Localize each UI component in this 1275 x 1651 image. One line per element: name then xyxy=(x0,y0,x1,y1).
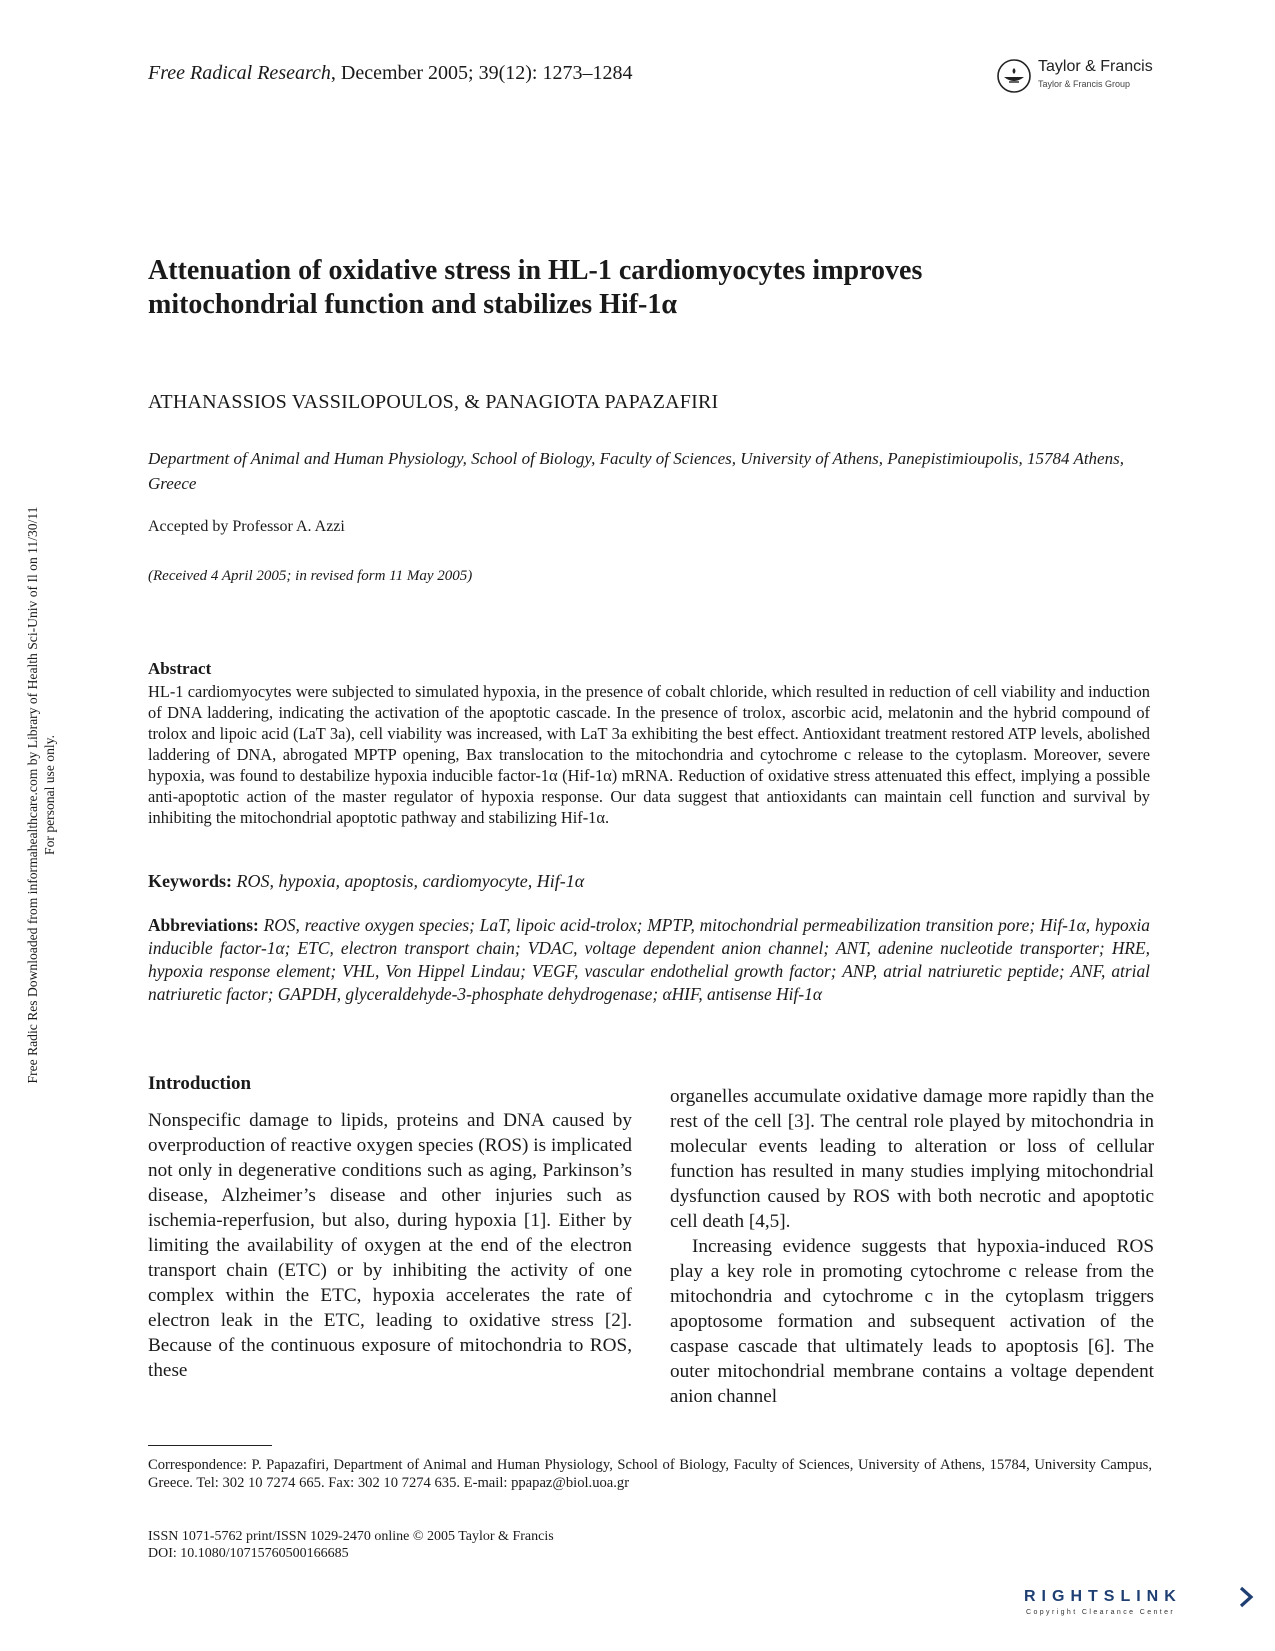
authors: ATHANASSIOS VASSILOPOULOS, & PANAGIOTA PAPAZAFIRI xyxy=(148,391,719,413)
intro-right-paragraph-1: organelles accumulate oxidative damage more rapidly than the rest of the cell [3]. The central role played by mitochondria in molecular events leading to alteration or loss of cellular function has resulted in many studies implying mitochondrial dysfunction caused by ROS with both necrotic and apoptotic cell death [4,5]. xyxy=(670,1086,1154,1232)
correspondence: Correspondence: P. Papazafiri, Department of Animal and Human Physiology, School of Biology, Faculty of Sciences, University of Athens, 15784, University Campus, Greece. Tel: 302 10 7274 665. Fax: 302 10 7274 635. E-mail: ppapaz@biol.uoa.gr xyxy=(148,1457,1152,1491)
watermark-line-1: Free Radic Res Downloaded from informahealthcare.com by Library of Health Sci-Univ of Il on 11/30/11 xyxy=(25,506,40,1084)
watermark-line-2: For personal use only. xyxy=(42,735,57,855)
publisher-group: Taylor & Francis Group xyxy=(1038,79,1131,89)
footnote-divider xyxy=(148,1445,272,1446)
abstract-text: HL-1 cardiomyocytes were subjected to simulated hypoxia, in the presence of cobalt chloride, which resulted in reduction of cell viability and induction of DNA laddering, indicating the activation of the apoptotic cascade. In the presence of trolox, ascorbic acid, melatonin and the hybrid compound of trolox and lipoic acid (LaT 3a), cell viability was increased, with LaT 3a exhibiting the best effect. Antioxidant treatment restored ATP levels, abolished laddering of DNA, abrogated MPTP opening, Bax translocation to the mitochondria and cytochrome c release to the cytoplasm. Moreover, severe hypoxia, was found to destabilize hypoxia inducible factor-1α (Hif-1α) mRNA. Reduction of oxidative stress attenuated this effect, implying a possible anti-apoptotic action of the master regulator of hypoxia response. Our data suggest that antioxidants can maintain cell function and survival by inhibiting the mitochondrial apoptotic pathway and stabilizing Hif-1α. xyxy=(148,682,1150,827)
keywords-label: Keywords: xyxy=(148,871,232,891)
journal-citation xyxy=(148,62,633,85)
rightslink-subtitle: Copyright Clearance Center xyxy=(1026,1609,1176,1616)
title-line-1: Attenuation of oxidative stress in HL-1 cardiomyocytes improves xyxy=(148,255,923,286)
accepted-by: Accepted by Professor A. Azzi xyxy=(148,518,345,535)
abstract-heading: Abstract xyxy=(148,659,212,678)
title-line-2: mitochondrial function and stabilizes Hif-1α xyxy=(148,289,677,320)
intro-right-paragraph-2: Increasing evidence suggests that hypoxia-induced ROS play a key role in promoting cytochrome c release from the mitochondria and cytochrome c in the cytoplasm triggers apoptosome formation and subsequent activation of the caspase cascade that ultimately leads to apoptosis [6]. The outer mitochondrial membrane contains a voltage dependent anion channel xyxy=(670,1236,1154,1407)
abbreviations-text: ROS, reactive oxygen species; LaT, lipoic acid-trolox; MPTP, mitochondrial permeabilization transition pore; Hif-1α, hypoxia inducible factor-1α; ETC, electron transport chain; VDAC, voltage dependent anion channel; ANT, adenine nucleotide transporter; HRE, hypoxia response element; VHL, Von Hippel Lindau; VEGF, vascular endothelial growth factor; ANP, atrial natriuretic peptide; ANF, atrial natriuretic factor; GAPDH, glyceraldehyde-3-phosphate dehydrogenase; αHIF, antisense Hif-1α xyxy=(148,915,1150,1004)
keywords-text: ROS, hypoxia, apoptosis, cardiomyocyte, Hif-1α xyxy=(236,871,585,891)
introduction-heading: Introduction xyxy=(148,1073,252,1094)
affiliation: Department of Animal and Human Physiology, School of Biology, Faculty of Sciences, University of Athens, Panepistimioupolis, 15784 Athens, Greece xyxy=(148,449,1124,493)
doi: DOI: 10.1080/10715760500166685 xyxy=(148,1546,349,1561)
chevron-right-icon xyxy=(1238,1586,1254,1608)
abbreviations xyxy=(148,914,1150,1006)
introduction-right-column xyxy=(670,1084,1154,1409)
keywords xyxy=(148,871,1150,892)
issn: ISSN 1071-5762 print/ISSN 1029-2470 online © 2005 Taylor & Francis xyxy=(148,1529,554,1544)
publisher-logo xyxy=(996,56,1166,96)
journal-details: , December 2005; 39(12): 1273–1284 xyxy=(330,62,633,84)
download-watermark xyxy=(24,445,58,1145)
rightslink-logo[interactable]: RIGHTSLINK xyxy=(1024,1588,1182,1605)
received-dates: (Received 4 April 2005; in revised form 11 May 2005) xyxy=(148,568,473,584)
introduction-left-column: Nonspecific damage to lipids, proteins and DNA caused by overproduction of reactive oxygen species (ROS) is implicated not only in degenerative conditions such as aging, Parkinson’s disease, Alzheimer’s disease and other injuries such as ischemia-reperfusion, but also, during hypoxia [1]. Either by limiting the availability of oxygen at the end of the electron transport chain (ETC) or by inhibiting the activity of one complex within the ETC, hypoxia accelerates the rate of electron leak in the ETC, leading to oxidative stress [2]. Because of the continuous exposure of mitochondria to ROS, these xyxy=(148,1110,632,1381)
publisher-lamp-icon xyxy=(996,58,1032,94)
journal-name: Free Radical Research xyxy=(148,62,331,84)
issn-doi xyxy=(148,1528,554,1562)
publisher-name: Taylor & Francis xyxy=(1038,58,1153,75)
abbreviations-label: Abbreviations: xyxy=(148,915,259,935)
article-title xyxy=(148,254,1128,322)
